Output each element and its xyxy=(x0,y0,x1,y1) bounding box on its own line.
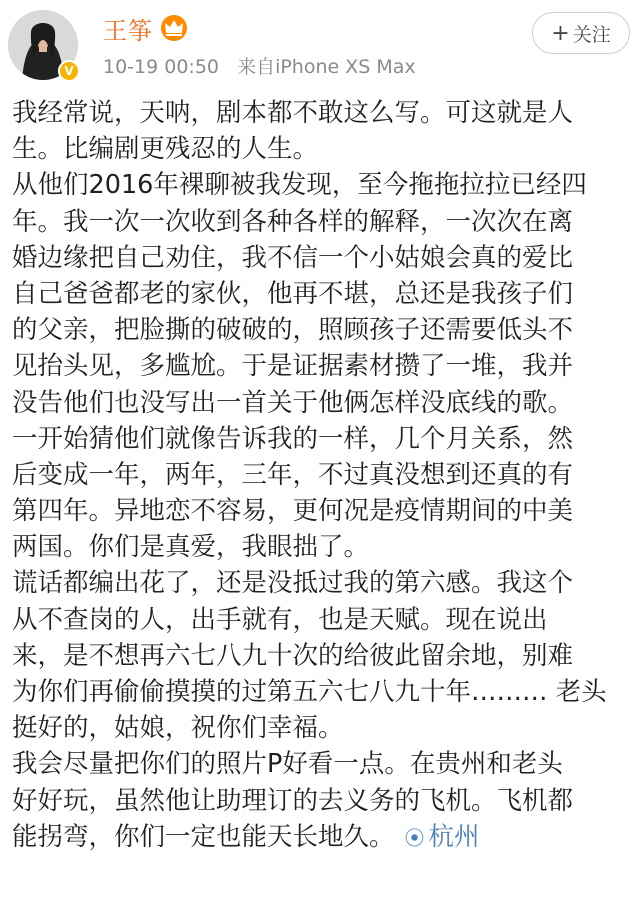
username[interactable]: 王筝 xyxy=(103,16,153,45)
follow-label: 关注 xyxy=(572,23,611,46)
post-line: 从他们2016年裸聊被我发现，至今拖拖拉拉已经四 xyxy=(12,170,587,201)
post-line: 的父亲，把脸撕的破破的，照顾孩子还需要低头不 xyxy=(12,315,574,346)
post-line: 自己爸爸都老的家伙，他再不堪，总还是我孩子们 xyxy=(12,278,574,309)
post-source: 来自iPhone XS Max xyxy=(237,56,416,78)
post-line: 没告他们也没写出一首关于他俩怎样没底线的歌。 xyxy=(12,387,574,418)
post-timestamp: 10-19 00:50 xyxy=(103,56,220,78)
post-line-text: 能拐弯，你们一定也能天长地久。 xyxy=(12,821,395,852)
post-line: 来，是不想再六七八九十次的给彼此留余地，别难 xyxy=(12,640,574,671)
avatar[interactable] xyxy=(8,10,78,80)
post-line: 年。我一次一次收到各种各样的解释，一次次在离 xyxy=(12,206,574,237)
post-line: 后变成一年，两年，三年，不过真没想到还真的有 xyxy=(12,459,574,490)
username-row xyxy=(103,10,187,46)
verified-badge-icon: V xyxy=(58,60,80,82)
location-pin-icon: ⦿ xyxy=(404,825,425,850)
post-line: 两国。你们是真爱，我眼拙了。 xyxy=(12,532,370,563)
post-line: 我会尽量把你们的照片P好看一点。在贵州和老头 xyxy=(12,749,563,780)
follow-button[interactable] xyxy=(532,12,630,54)
post-header xyxy=(0,0,640,95)
post-line: 好好玩，虽然他让助理订的去义务的飞机。飞机都 xyxy=(12,785,574,816)
post-line: 谎话都编出花了，还是没抵过我的第六感。我这个 xyxy=(12,568,574,599)
post-line: 见抬头见，多尴尬。于是证据素材攒了一堆，我并 xyxy=(12,351,574,382)
post-line: 我经常说，天呐，剧本都不敢这么写。可这就是人 xyxy=(12,98,574,128)
post-line: 为你们再偷偷摸摸的过第五六七八九十年……… 老头 xyxy=(12,677,607,707)
post-meta xyxy=(103,52,416,79)
plus-icon: + xyxy=(551,20,570,46)
post-line: 第四年。异地恋不容易，更何况是疫情期间的中美 xyxy=(12,496,574,527)
post-line: 婚边缘把自己劝住，我不信一个小姑娘会真的爱比 xyxy=(12,242,574,273)
post-line: 挺好的，姑娘，祝你们幸福。 xyxy=(12,713,344,744)
post-text xyxy=(12,95,636,855)
post-line: 一开始猜他们就像告诉我的一样，几个月关系，然 xyxy=(12,423,574,454)
location-label: 杭州 xyxy=(428,821,480,852)
crown-icon xyxy=(161,15,187,41)
post-line-last xyxy=(12,819,636,855)
post-line: 生。比编剧更残忍的人生。 xyxy=(12,134,319,165)
location-tag[interactable] xyxy=(405,822,480,852)
post-line: 从不查岗的人，出手就有，也是天赋。现在说出 xyxy=(12,604,548,635)
